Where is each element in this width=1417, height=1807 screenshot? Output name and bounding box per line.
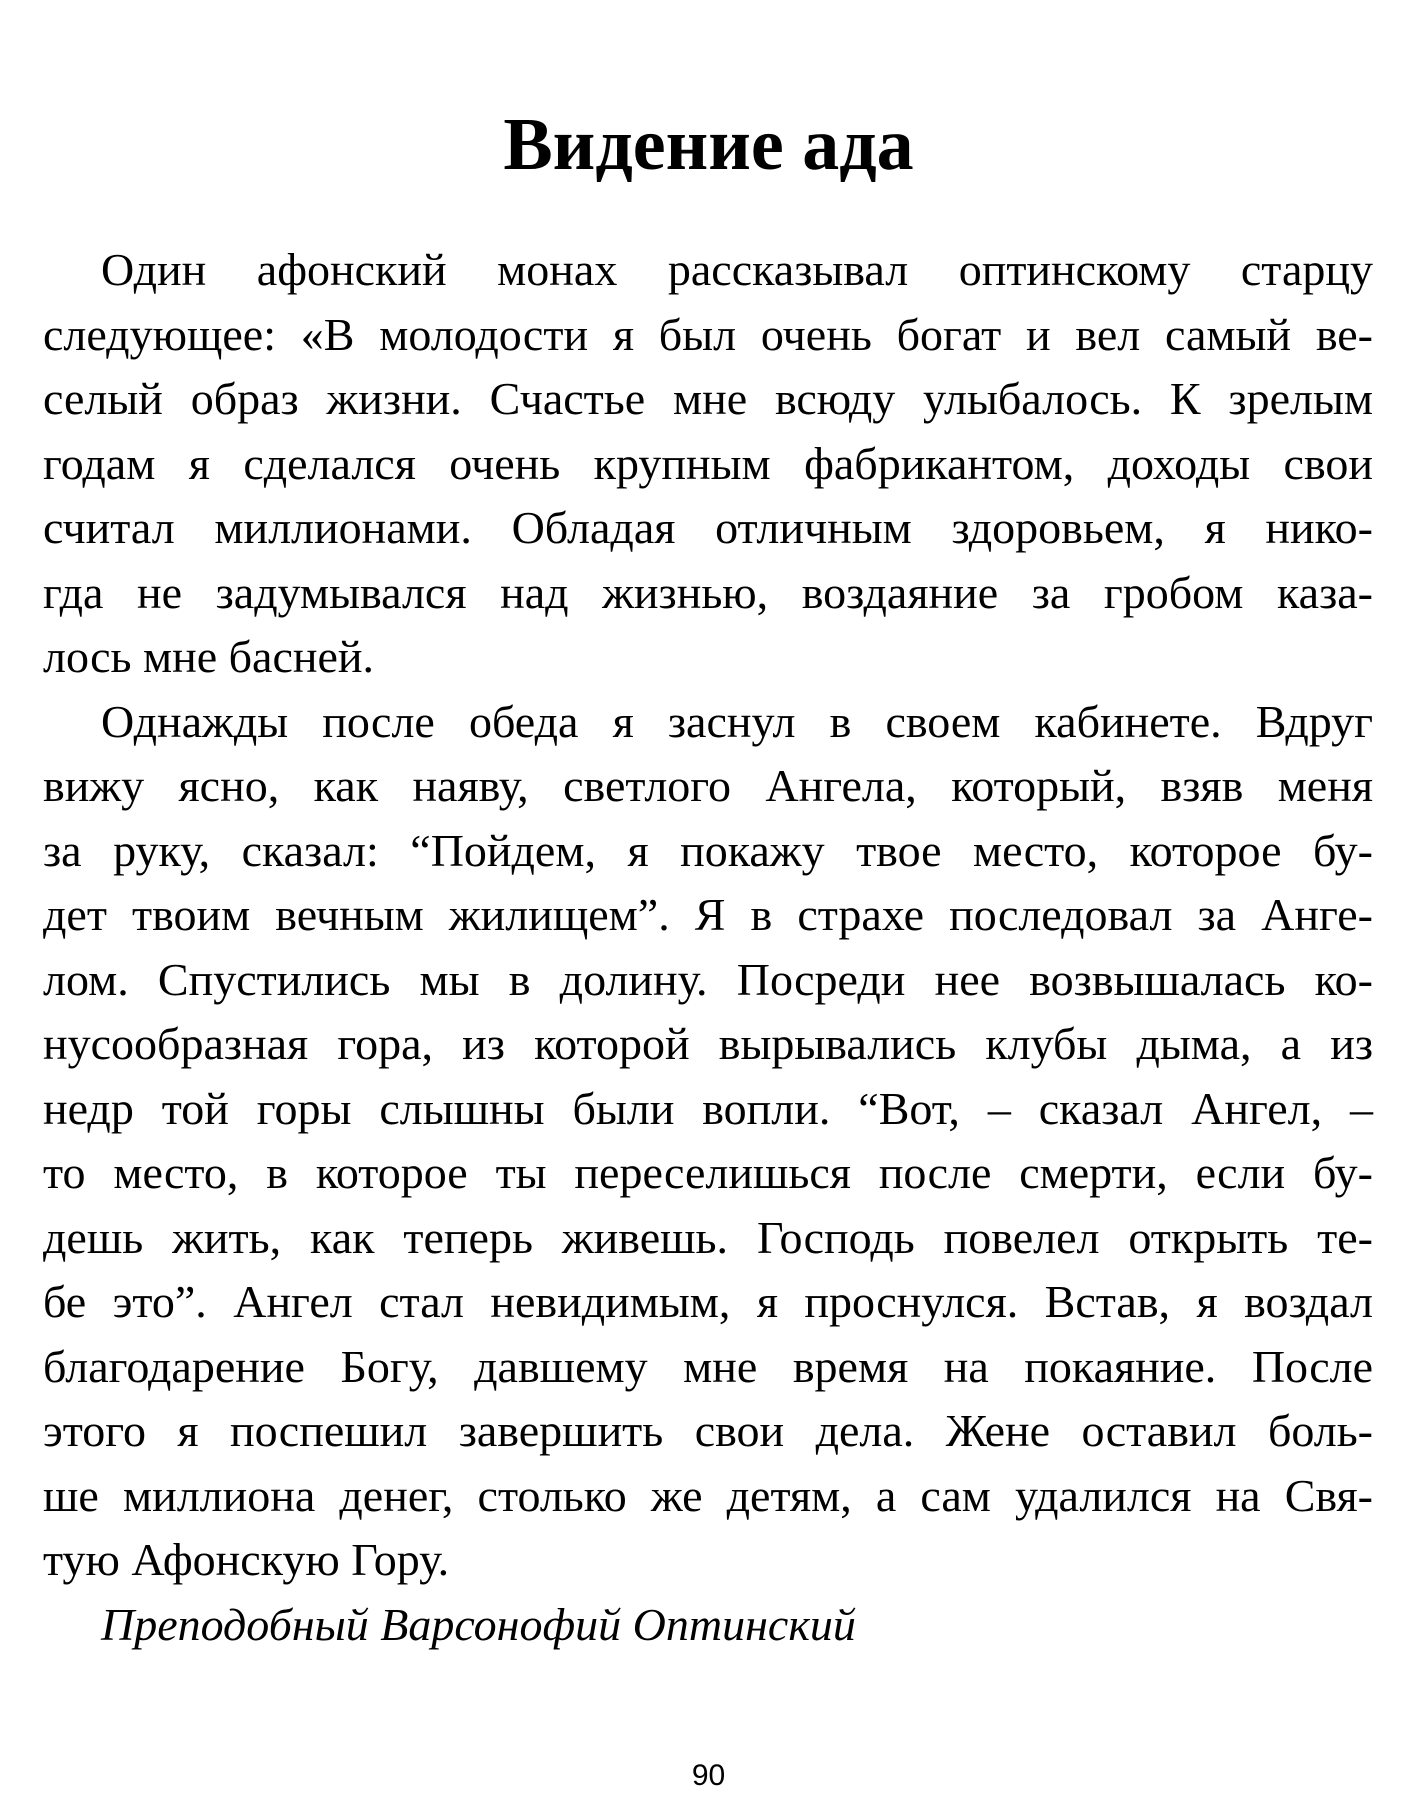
- text-line: Один афонский монах рассказывал оптинскому старцу: [101, 244, 1373, 295]
- text-line: тую Афонскую Гору.: [43, 1534, 450, 1585]
- text-line: дет твоим вечным жилищем”. Я в страхе последовал за Анге-: [43, 889, 1373, 940]
- text-line: следующее: «В молодости я был очень богат и вел самый ве-: [43, 308, 1373, 360]
- body-text: [43, 238, 1373, 1657]
- page-number: 90: [691, 1759, 726, 1792]
- paragraph-2: [43, 690, 1373, 1593]
- page-title: Видение ада: [503, 104, 914, 186]
- text-line: бе это”. Ангел стал невидимым, я проснулся. Встав, я воздал: [43, 1276, 1373, 1327]
- attribution: Преподобный Варсонофий Оптинский: [101, 1598, 856, 1650]
- text-line: нусообразная гора, из которой вырывались клубы дыма, а из: [43, 1018, 1373, 1069]
- paragraph-1: [43, 238, 1373, 690]
- text-line: за руку, сказал: “Пойдем, я покажу твое место, которое бу-: [43, 824, 1373, 876]
- text-line: лом. Спустились мы в долину. Посреди нее возвышалась ко-: [43, 953, 1373, 1005]
- text-line: лось мне басней.: [43, 631, 375, 682]
- text-line: недр той горы слышны были вопли. “Вот, – сказал Ангел, –: [43, 1082, 1373, 1134]
- text-line: дешь жить, как теперь живешь. Господь повелел открыть те-: [43, 1211, 1373, 1263]
- text-line: ше миллиона денег, столько же детям, а сам удалился на Свя-: [43, 1469, 1373, 1521]
- text-line: считал миллионами. Обладая отличным здоровьем, я нико-: [43, 502, 1373, 553]
- text-line: Однажды после обеда я заснул в своем кабинете. Вдруг: [101, 695, 1373, 747]
- text-line: селый образ жизни. Счастье мне всюду улыбалось. К зрелым: [43, 373, 1373, 424]
- text-line: этого я поспешил завершить свои дела. Жене оставил боль-: [43, 1405, 1373, 1456]
- text-line: благодарение Богу, давшему мне время на покаяние. После: [43, 1340, 1373, 1392]
- text-line: годам я сделался очень крупным фабрикантом, доходы свои: [43, 437, 1373, 489]
- text-line: то место, в которое ты переселишься после смерти, если бу-: [43, 1147, 1373, 1198]
- text-line: гда не задумывался над жизнью, воздаяние за гробом каза-: [43, 566, 1373, 618]
- text-line: вижу ясно, как наяву, светлого Ангела, который, взяв меня: [43, 760, 1373, 811]
